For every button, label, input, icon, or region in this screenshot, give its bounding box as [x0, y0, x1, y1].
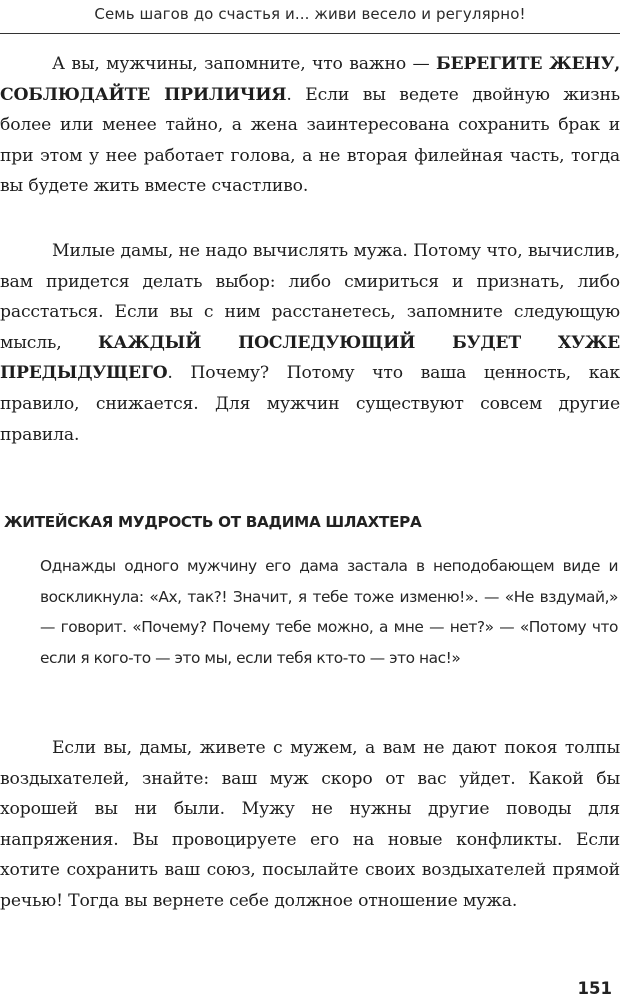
paragraph-1-bold-phrase: БЕРЕГИТЕ ЖЕНУ, СОБЛЮДАЙТЕ ПРИЛИЧИЯ — [0, 54, 620, 105]
paragraph-2-text-before: Милые дамы, не надо вычислять мужа. Потому что, вычислив, вам придется делать выбор: либо смириться и признать, либо расстаться. Если вы с ним расстанетесь, запомните следующую мысль, — [0, 241, 620, 353]
paragraph-1 — [0, 49, 620, 202]
paragraph-1-text-before: А вы, мужчины, запомните, что важно — — [52, 54, 437, 74]
paragraph-1-text-after: . Если вы ведете двойную жизнь более или менее тайно, а жена заинтересована сохранить брак и при этом у нее работает голова, а не вторая филейная часть, тогда вы будете жить вместе счастливо. — [0, 84, 620, 197]
sidebar-quote: Однажды одного мужчину его дама застала в неподобающем виде и воскликнула: «Ах, так?! Значит, я тебе тоже изменю!». — «Не вздумай,» — говорит. «Почему? Почему тебе можно, а мне — нет?» — «Потому что если я кого-то — это мы, если тебя кто-то — это нас!» — [40, 557, 618, 667]
paragraph-2-bold-phrase: КАЖДЫЙ ПОСЛЕДУЮЩИЙ БУДЕТ ХУЖЕ ПРЕДЫДУЩЕГО — [0, 332, 620, 384]
paragraph-3: Если вы, дамы, живете с мужем, а вам не дают покоя толпы воздыхателей, знайте: ваш муж скоро от вас уйдет. Какой бы хорошей вы ни были. Мужу не нужны другие поводы для напряжения. Вы провоцируете его на новые конфликты. Если хотите сохранить ваш союз, посылайте своих воздыхателей прямой речью! Тогда вы вернете себе должное отношение мужа. — [0, 738, 620, 911]
page-number: 151 — [577, 979, 612, 998]
sidebar-title: ЖИТЕЙСКАЯ МУДРОСТЬ ОТ ВАДИМА ШЛАХТЕРА — [4, 513, 422, 531]
paragraph-2 — [0, 236, 620, 450]
running-head: Семь шагов до счастья и... живи весело и регулярно! — [0, 0, 620, 34]
paragraph-2-text-after: . Почему? Потому что ваша ценность, как правило, снижается. Для мужчин существуют совсем другие правила. — [0, 363, 620, 445]
